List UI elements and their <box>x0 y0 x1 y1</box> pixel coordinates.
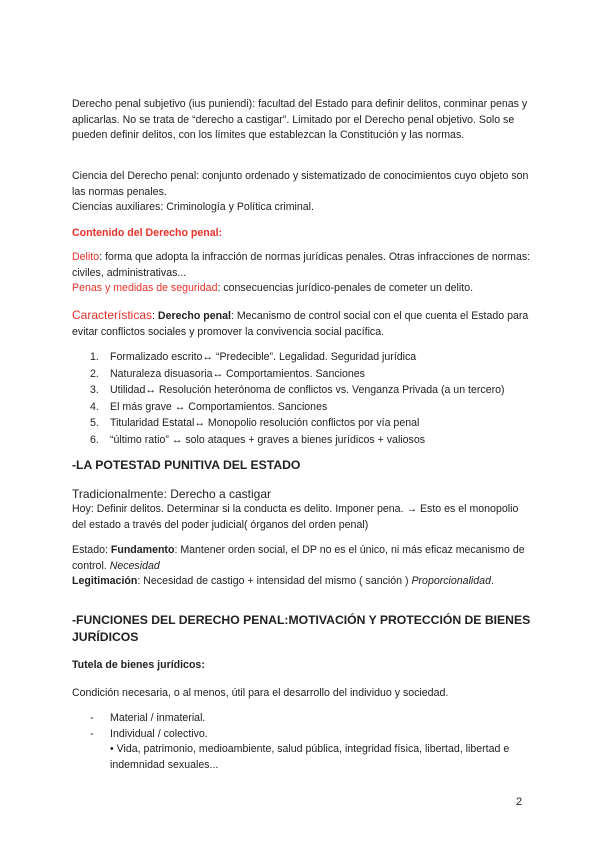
fundamento-bold: Fundamento <box>110 544 175 556</box>
legitimacion-line <box>72 574 532 590</box>
tradicionalmente-line: Tradicionalmente: Derecho a castigar <box>72 487 271 501</box>
list-item <box>90 399 530 416</box>
list-number: 2. <box>90 367 99 380</box>
ciencia-line: Ciencia del Derecho penal: conjunto ordenado y sistematizado de conocimientos cuyo objeto son las normas penales. <box>72 170 529 198</box>
paragraph-caracteristicas <box>72 308 532 340</box>
bullet-text: Material / inmaterial. <box>110 712 206 724</box>
list-item <box>90 432 530 449</box>
derecho-penal-bold: Derecho penal <box>157 310 231 322</box>
paragraph-ius-puniendi: Derecho penal subjetivo (ius puniendi): facultad del Estado para definir delitos, conminar penas y aplicarlas. No se trata de “derecho a castigar”. Limitado por el Derecho penal objetivo. Solo se pueden definir delitos, con los límites que establezcan la Constitución y las normas. <box>72 98 528 141</box>
delito-label: Delito <box>72 251 100 263</box>
list-item <box>90 382 530 399</box>
bullet-text: Individual / colectivo. <box>110 727 208 740</box>
legitimacion-end: . <box>490 575 494 587</box>
proporcionalidad-italic: Proporcionalidad <box>411 575 491 587</box>
paragraph-condicion: Condición necesaria, o al menos, útil para el desarrollo del individuo y sociedad. <box>72 687 449 699</box>
necesidad-italic: Necesidad <box>109 559 160 572</box>
delito-line <box>72 250 532 281</box>
section-title-potestad: -LA POTESTAD PUNITIVA DEL ESTADO <box>72 458 301 472</box>
list-text: Titularidad Estatal↔ Monopolio resolución conflictos por vía penal <box>110 417 420 429</box>
list-text: Formalizado escrito↔ “Predecible”. Legalidad. Seguridad jurídica <box>110 351 417 363</box>
estado-label: Estado: <box>72 544 111 556</box>
legitimacion-text: : Necesidad de castigo + intensidad del mismo ( sanción ) <box>137 575 412 587</box>
list-number: 4. <box>90 400 99 413</box>
estado-text: : Mantener orden social, el DP no es el único, ni más eficaz mecanismo de control. <box>72 544 525 572</box>
caracteristicas-text: : Mecanismo de control social con el que cuenta el Estado para evitar conflictos sociales y promover la convivencia social pacífica. <box>72 310 529 338</box>
list-text: Utilidad↔ Resolución heterónoma de conflictos vs. Venganza Privada (a un tercero) <box>110 384 505 396</box>
paragraph-ciencia <box>72 169 532 216</box>
legitimacion-bold: Legitimación <box>72 575 138 587</box>
list-item <box>90 366 530 383</box>
list-text: “último ratio” ↔ solo ataques + graves a bienes jurídicos + valiosos <box>110 433 426 446</box>
paragraph-estado <box>72 543 532 590</box>
penas-label: Penas y medidas de seguridad <box>72 282 218 294</box>
dash-marker: - <box>90 712 94 724</box>
list-number: 1. <box>90 351 99 363</box>
caracteristicas-colon: : <box>152 310 158 322</box>
bullet-list <box>90 711 540 773</box>
caracteristicas-label: Características <box>72 308 153 322</box>
list-number: 5. <box>90 417 99 429</box>
delito-text: : forma que adopta la infracción de normas jurídicas penales. Otras infracciones de normas: civiles, administrativas... <box>72 251 531 279</box>
list-item <box>90 711 540 727</box>
list-item <box>90 727 540 743</box>
penas-line <box>72 281 532 297</box>
list-item <box>90 415 530 432</box>
sub-bullet: • Vida, patrimonio, medioambiente, salud pública, integridad física, libertad, libertad e indemnidad sexuales... <box>110 743 510 771</box>
list-text: Naturaleza disuasoria↔ Comportamientos. Sanciones <box>110 367 365 380</box>
list-number: 6. <box>90 433 99 446</box>
contenido-heading: Contenido del Derecho penal: <box>72 227 223 239</box>
list-number: 3. <box>90 384 99 396</box>
page-number: 2 <box>516 796 523 808</box>
paragraph-hoy: Hoy: Definir delitos. Determinar si la conducta es delito. Imponer pena. → Esto es el monopolio del estado a través del poder judicial( órganos del orden penal) <box>72 503 519 531</box>
estado-fundamento <box>72 543 532 574</box>
section-title-funciones: -FUNCIONES DEL DERECHO PENAL:MOTIVACIÓN Y PROTECCIÓN DE BIENES JURÍDICOS <box>72 613 531 644</box>
paragraph-contenido <box>72 250 532 297</box>
ciencias-auxiliares-line: Ciencias auxiliares: Criminología y Política criminal. <box>72 201 314 213</box>
tutela-heading: Tutela de bienes jurídicos: <box>72 659 205 671</box>
list-item <box>90 349 530 366</box>
list-text: El más grave ↔ Comportamientos. Sanciones <box>110 400 328 413</box>
penas-text: : consecuencias jurídico-penales de cometer un delito. <box>217 282 474 294</box>
caracteristicas-list <box>90 349 530 448</box>
dash-marker: - <box>90 727 94 740</box>
